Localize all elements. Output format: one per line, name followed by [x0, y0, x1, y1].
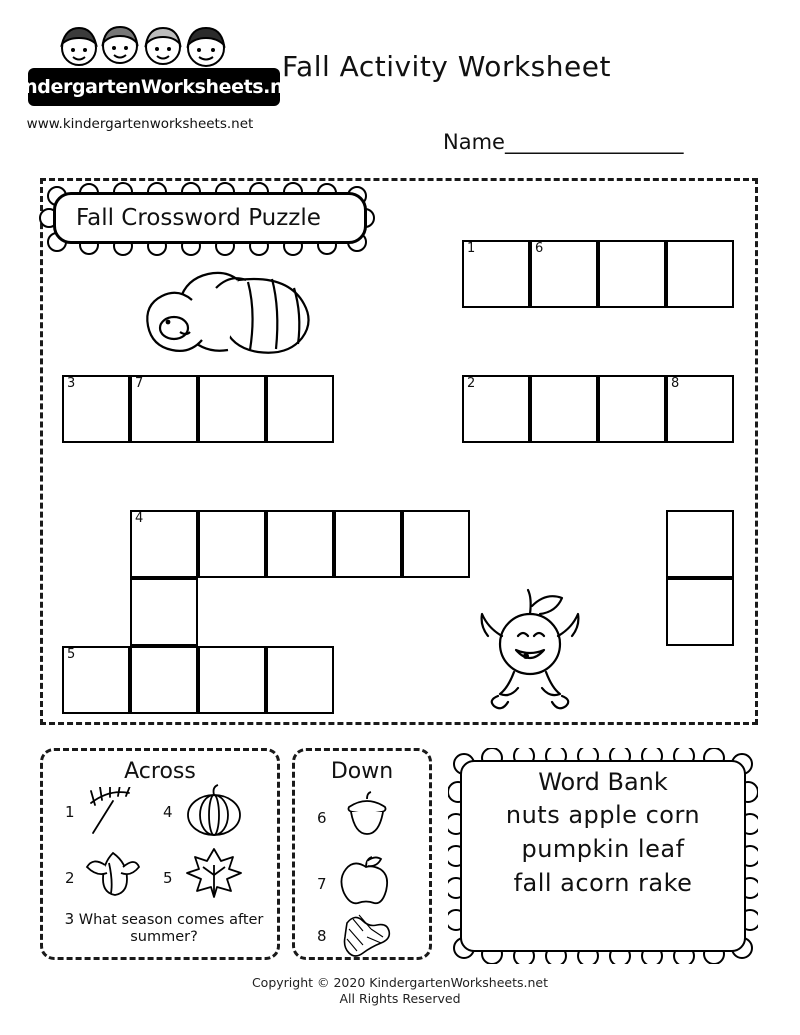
cell[interactable]	[402, 510, 470, 578]
cell[interactable]	[266, 375, 334, 443]
cell[interactable]	[334, 510, 402, 578]
down-clue-6-number: 6	[317, 809, 327, 827]
cell[interactable]	[198, 375, 266, 443]
cell[interactable]	[598, 240, 666, 308]
word-bank-row: nuts apple corn	[505, 801, 701, 829]
down-heading: Down	[330, 759, 394, 784]
word-bank-row: fall acorn rake	[513, 869, 693, 897]
page-title: Fall Activity Worksheet	[282, 50, 611, 83]
cell[interactable]	[198, 510, 266, 578]
down-clue-8-number: 8	[317, 927, 327, 945]
down-clues-box	[292, 748, 432, 960]
pumpkin-icon	[183, 783, 245, 837]
cell-4[interactable]: 4	[130, 510, 198, 578]
cell-2[interactable]: 2	[462, 375, 530, 443]
crossword-title-bubble	[45, 184, 375, 252]
cell-1[interactable]: 1	[462, 240, 530, 308]
word-bank-box	[448, 748, 758, 964]
cell[interactable]	[130, 578, 198, 646]
leaf-icon	[183, 845, 245, 901]
cell-7[interactable]: 7	[130, 375, 198, 443]
cell[interactable]	[666, 578, 734, 646]
cell[interactable]	[598, 375, 666, 443]
peanuts-icon	[337, 909, 397, 957]
cell[interactable]	[266, 646, 334, 714]
across-clue-2-number: 2	[65, 869, 75, 887]
cell-3[interactable]: 3	[62, 375, 130, 443]
cell[interactable]	[130, 646, 198, 714]
across-clue-3-number: 3	[64, 910, 75, 928]
squirrel-illustration	[88, 262, 318, 362]
cell[interactable]	[530, 375, 598, 443]
word-bank-inner	[460, 760, 746, 952]
name-field-label: Name_________________	[443, 130, 684, 154]
across-heading: Across	[124, 759, 196, 784]
cell-8[interactable]: 8	[666, 375, 734, 443]
copyright-text: Copyright © 2020 KindergartenWorksheets.net	[251, 975, 549, 990]
site-url: www.kindergartenworksheets.net	[26, 116, 254, 132]
page-header	[0, 22, 800, 154]
rake-icon	[83, 787, 139, 835]
across-clue-5-number: 5	[163, 869, 173, 887]
cell-5[interactable]: 5	[62, 646, 130, 714]
rights-text: All Rights Reserved	[339, 991, 461, 1006]
down-clue-7-number: 7	[317, 875, 327, 893]
cell-6[interactable]: 6	[530, 240, 598, 308]
cell[interactable]	[666, 240, 734, 308]
across-clue-1-number: 1	[65, 803, 75, 821]
across-clue-4-number: 4	[163, 803, 173, 821]
word-bank-title: Word Bank	[538, 768, 668, 796]
cell[interactable]	[266, 510, 334, 578]
word-bank-row: pumpkin leaf	[521, 835, 685, 863]
cell[interactable]	[198, 646, 266, 714]
across-clue-3-text: What season comes after summer?	[78, 912, 264, 945]
crossword-title: Fall Crossword Puzzle	[53, 192, 367, 244]
across-clues-box	[40, 748, 280, 960]
across-clue-3	[59, 911, 269, 946]
page-footer	[0, 975, 800, 1007]
site-name-banner: KindergartenWorksheets.net	[28, 68, 280, 106]
apple-icon	[339, 855, 393, 905]
corn-icon	[83, 847, 141, 899]
acorn-icon	[339, 791, 395, 837]
apple-character-illustration	[468, 578, 598, 718]
cell[interactable]	[666, 510, 734, 578]
